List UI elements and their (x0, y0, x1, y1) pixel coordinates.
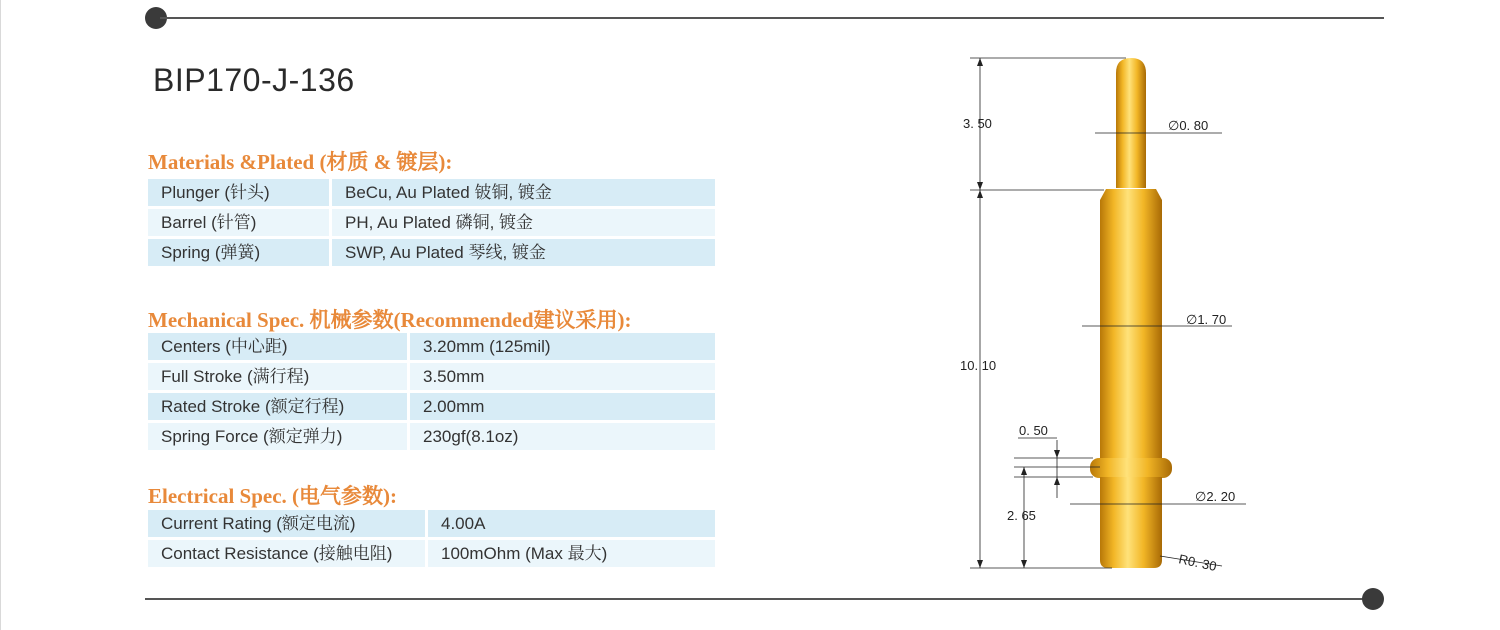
top-rule (160, 17, 1384, 19)
dim-collar-width: 0. 50 (1019, 423, 1048, 438)
row-value: 2.00mm (410, 393, 715, 423)
bottom-rule-dot (1362, 588, 1384, 610)
collar (1090, 458, 1172, 478)
row-label: Contact Resistance (接触电阻) (148, 540, 428, 570)
pin-body (1090, 58, 1172, 568)
table-row (148, 363, 715, 393)
table-row (148, 423, 715, 453)
bottom-rule (145, 598, 1373, 600)
row-value: 4.00A (428, 510, 715, 540)
row-label: Plunger (针头) (148, 179, 332, 209)
materials-table (148, 179, 715, 269)
dimension-arrows (977, 58, 1060, 568)
mechanical-heading: Mechanical Spec. 机械参数(Recommended建议采用): (148, 308, 632, 332)
row-label: Full Stroke (满行程) (148, 363, 410, 393)
table-row (148, 540, 715, 570)
row-value: 3.20mm (125mil) (410, 333, 715, 363)
dim-collar-diameter: ∅2. 20 (1195, 489, 1236, 504)
materials-heading: Materials &Plated (材质 & 镀层): (148, 150, 453, 174)
table-row (148, 239, 715, 269)
mechanical-table (148, 333, 715, 453)
row-label: Spring Force (额定弹力) (148, 423, 410, 453)
row-label: Spring (弹簧) (148, 239, 332, 269)
electrical-table (148, 510, 715, 570)
table-row (148, 333, 715, 363)
row-value: 3.50mm (410, 363, 715, 393)
barrel-tail (1100, 477, 1162, 568)
dim-barrel-diameter: ∅1. 70 (1186, 312, 1227, 327)
table-row (148, 510, 715, 540)
row-value: PH, Au Plated 磷铜, 镀金 (332, 209, 715, 239)
table-row (148, 393, 715, 423)
row-value: 230gf(8.1oz) (410, 423, 715, 453)
row-label: Current Rating (额定电流) (148, 510, 428, 540)
electrical-heading: Electrical Spec. (电气参数): (148, 484, 398, 508)
row-label: Barrel (针管) (148, 209, 332, 239)
dim-tail-length: 2. 65 (1007, 508, 1036, 523)
pogo-pin-drawing (930, 40, 1260, 585)
dim-tail-radius: R0. 30 (1177, 551, 1218, 574)
row-label: Rated Stroke (额定行程) (148, 393, 410, 423)
table-row (148, 179, 715, 209)
dim-total-length: 10. 10 (960, 358, 997, 373)
row-value: 100mOhm (Max 最大) (428, 540, 715, 570)
dim-tip-diameter: ∅0. 80 (1168, 118, 1209, 133)
dim-tip-length: 3. 50 (963, 116, 992, 131)
product-title: BIP170-J-136 (153, 62, 355, 98)
row-value: SWP, Au Plated 琴线, 镀金 (332, 239, 715, 269)
row-label: Centers (中心距) (148, 333, 410, 363)
row-value: BeCu, Au Plated 铍铜, 镀金 (332, 179, 715, 209)
barrel-upper (1100, 189, 1162, 460)
table-row (148, 209, 715, 239)
plunger-tip (1116, 58, 1146, 188)
